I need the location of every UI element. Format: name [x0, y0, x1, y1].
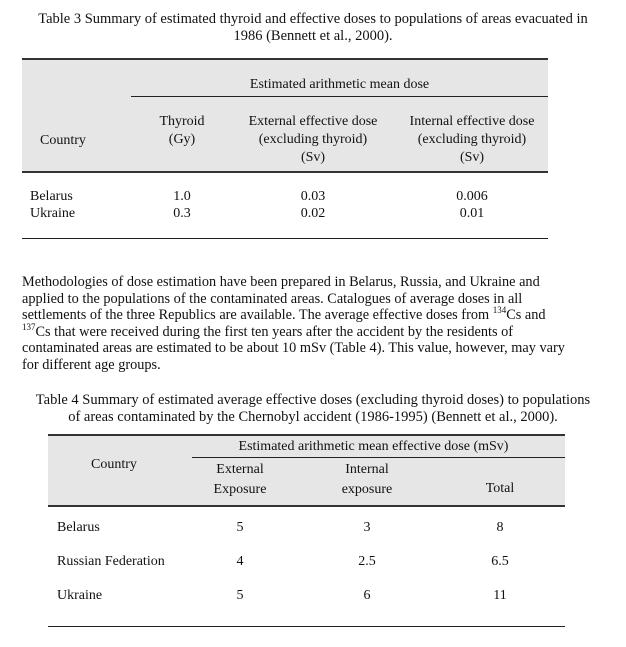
paragraph-line1: Methodologies of dose estimation have been prepared in Belarus, Russia, and Ukraine and [22, 274, 540, 290]
table4-cell-internal: 2.5 [358, 554, 376, 569]
table4-col-total: Total [485, 481, 515, 496]
table4-col-external [200, 460, 280, 500]
table4-col-external-line1: External [216, 462, 264, 477]
table4-bottom-rule [48, 626, 565, 627]
table3-caption [14, 11, 612, 45]
table3-col-internal [397, 113, 547, 167]
paragraph-line5: contaminated areas are estimated to be about 10 mSv (Table 4). This value, however, may vary [22, 340, 565, 357]
table3-col-internal-line3: (Sv) [459, 150, 485, 165]
table3-cell-country: Ukraine [30, 206, 76, 221]
table3-col-internal-line2: (excluding thyroid) [417, 132, 527, 147]
table4-col-internal-line1: Internal [345, 462, 389, 477]
table3-caption-line2: 1986 (Bennett et al., 2000). [233, 28, 393, 44]
table4-cell-external: 4 [236, 554, 244, 569]
table3-col-external-line3: (Sv) [300, 150, 326, 165]
table3-col-internal-line1: Internal effective dose [409, 114, 535, 129]
isotope-cs137-superscript: 137 [22, 322, 36, 333]
paragraph-line3-pre: settlements of the three Republics are available. The average effective doses from [22, 307, 493, 324]
table4-cell-country: Russian Federation [57, 554, 165, 569]
paragraph-line6: for different age groups. [22, 356, 161, 373]
table4-group-header: Estimated arithmetic mean effective dose (mSv) [238, 439, 509, 454]
table4-cell-external: 5 [236, 520, 244, 535]
table4-caption [14, 392, 612, 426]
table3-col-country: Country [40, 133, 86, 148]
table3-col-thyroid-line1: Thyroid [159, 114, 205, 129]
table3-cell-external: 0.03 [300, 189, 326, 204]
table3-col-thyroid [143, 113, 221, 149]
table4-col-external-line2: Exposure [213, 482, 267, 497]
table3-cell-thyroid: 0.3 [173, 206, 191, 221]
table4-cell-total: 6.5 [491, 554, 509, 569]
table4-col-internal-line2: exposure [341, 482, 393, 497]
table3-col-external-line1: External effective dose [248, 114, 378, 129]
table4-header-rule [48, 505, 565, 507]
table4-cell-total: 8 [496, 520, 504, 535]
table4-group-rule [192, 457, 565, 458]
table4-cell-country: Ukraine [57, 588, 103, 603]
table3-caption-line1: Table 3 Summary of estimated thyroid and effective doses to populations of areas evacuated in [38, 11, 588, 27]
table4-col-internal [326, 460, 408, 500]
table3-cell-thyroid: 1.0 [173, 189, 191, 204]
table3-cell-external: 0.02 [300, 206, 326, 221]
table3-bottom-rule [22, 238, 548, 239]
table3-header-rule [22, 171, 548, 173]
paragraph-line2: applied to the populations of the contaminated areas. Catalogues of average doses in all [22, 290, 523, 307]
table4-cell-country: Belarus [57, 520, 100, 535]
table3-group-header: Estimated arithmetic mean dose [249, 77, 430, 92]
table3-col-thyroid-line2: (Gy) [168, 132, 196, 147]
table4-cell-total: 11 [493, 588, 507, 603]
table4-top-rule [48, 434, 565, 436]
paragraph-line3-post: Cs and [506, 307, 546, 324]
body-paragraph [22, 274, 592, 374]
paragraph-line4-post: Cs that were received during the first ten years after the accident by the residents of [35, 323, 514, 340]
table3-cell-internal: 0.01 [459, 206, 485, 221]
table4-cell-internal: 6 [363, 588, 371, 603]
isotope-cs134-superscript: 134 [492, 305, 507, 316]
table3-col-external [232, 113, 394, 167]
table3-group-rule [131, 96, 548, 97]
paragraph-line3 [22, 307, 592, 324]
table4-caption-line1: Table 4 Summary of estimated average effective doses (excluding thyroid doses) to populations [35, 392, 591, 408]
table3-top-rule [22, 58, 548, 60]
table3-col-external-line2: (excluding thyroid) [258, 132, 368, 147]
table4-col-country: Country [91, 457, 137, 472]
table3-cell-country: Belarus [30, 189, 73, 204]
table4-cell-external: 5 [236, 588, 244, 603]
paragraph-line4 [22, 324, 592, 341]
table4-caption-line2: of areas contaminated by the Chernobyl accident (1986-1995) (Bennett et al., 2000). [68, 409, 558, 425]
table4-cell-internal: 3 [363, 520, 371, 535]
table3-cell-internal: 0.006 [456, 189, 488, 204]
